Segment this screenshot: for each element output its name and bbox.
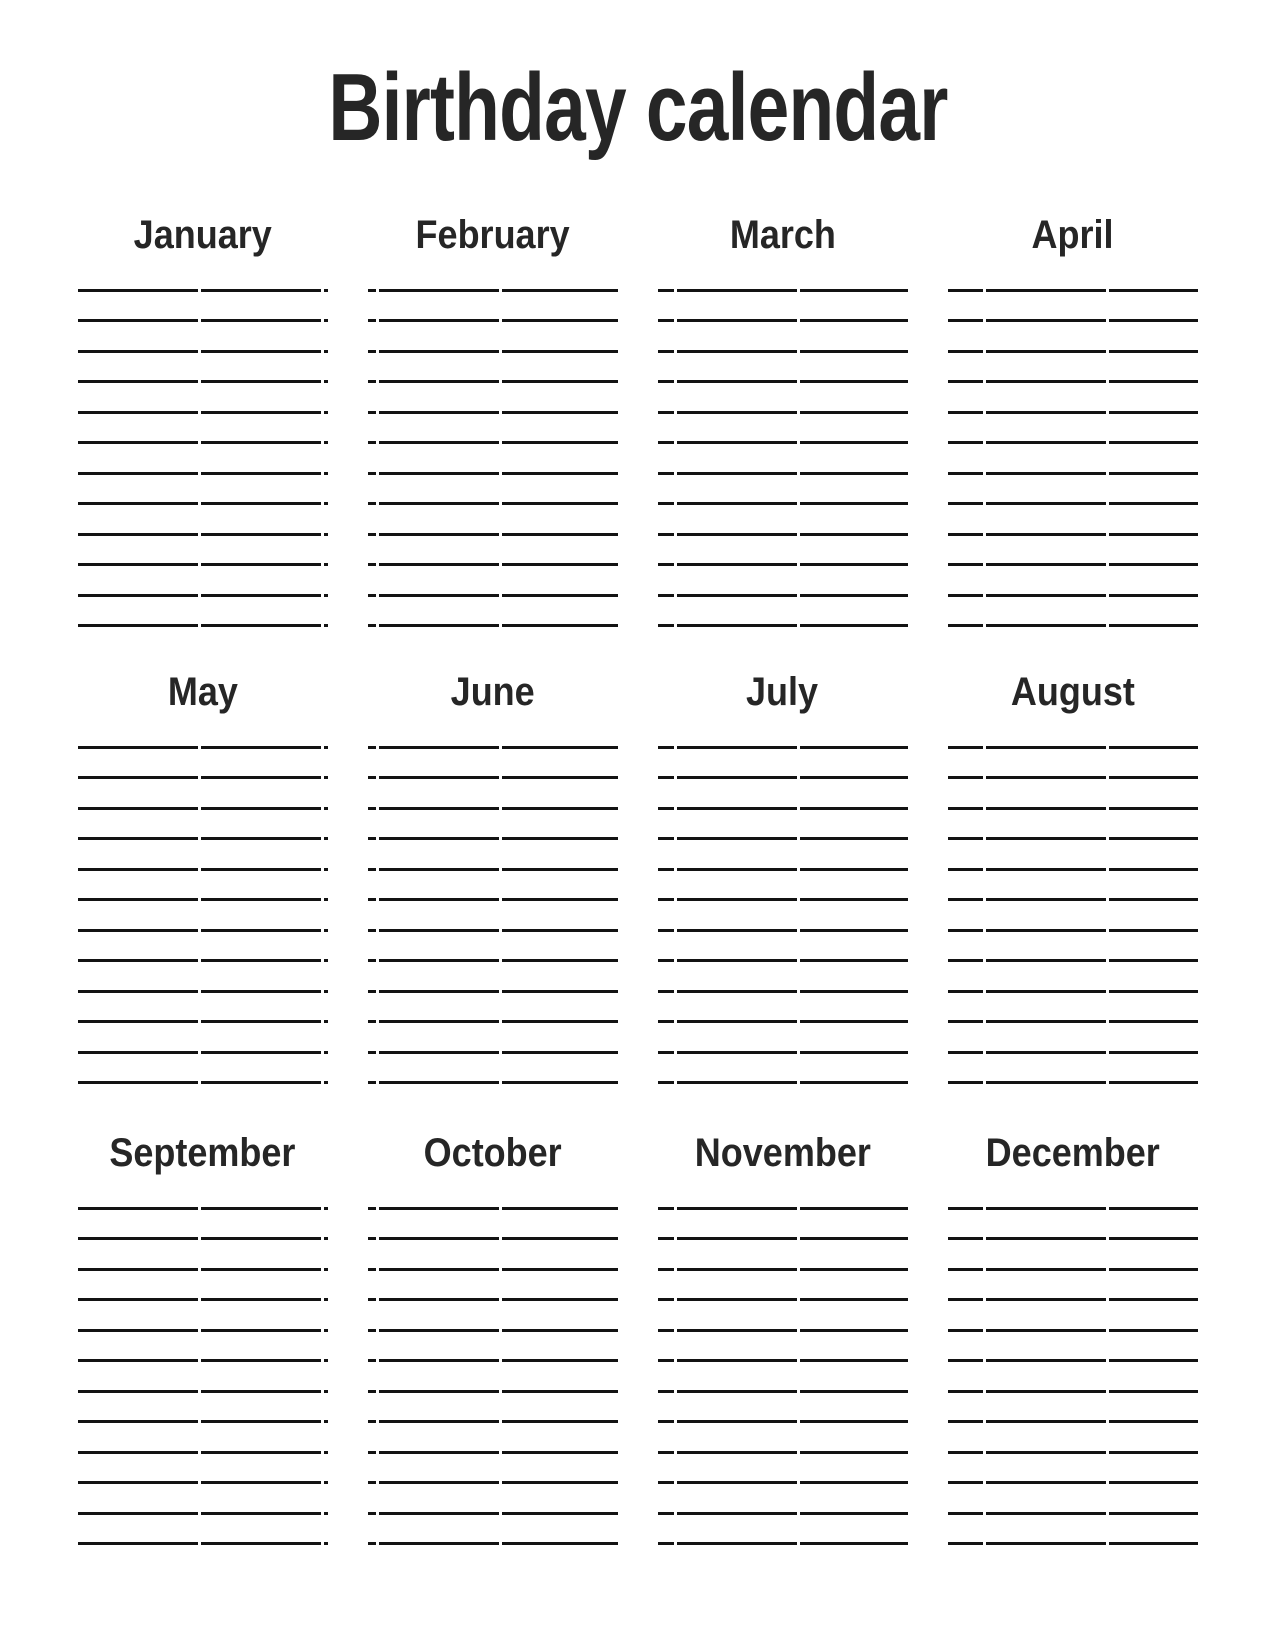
entry-line	[658, 779, 908, 810]
entry-line	[368, 840, 618, 871]
entry-line	[658, 1362, 908, 1393]
month-title	[948, 672, 1198, 712]
entry-line	[78, 292, 328, 323]
entry-line	[948, 475, 1198, 506]
month-lines	[78, 261, 328, 627]
month-block-november	[658, 1133, 908, 1545]
entry-line	[948, 901, 1198, 932]
entry-line	[948, 1054, 1198, 1085]
entry-line	[658, 810, 908, 841]
entry-line	[78, 414, 328, 445]
entry-line	[78, 597, 328, 628]
entry-line	[658, 1179, 908, 1210]
entry-line	[658, 322, 908, 353]
entry-line	[658, 353, 908, 384]
entry-line	[368, 261, 618, 292]
entry-line	[368, 1179, 618, 1210]
entry-line	[948, 261, 1198, 292]
entry-line	[948, 1301, 1198, 1332]
entry-line	[658, 505, 908, 536]
entry-line	[658, 1054, 908, 1085]
month-title-text: June	[450, 670, 535, 714]
entry-line	[368, 1332, 618, 1363]
entry-line	[658, 871, 908, 902]
entry-line	[368, 901, 618, 932]
month-title-text: August	[1010, 670, 1135, 714]
entry-line	[368, 414, 618, 445]
entry-line	[368, 1271, 618, 1302]
month-lines	[368, 718, 618, 1084]
entry-line	[948, 353, 1198, 384]
entry-line	[658, 414, 908, 445]
month-title	[368, 672, 618, 712]
entry-line	[78, 1054, 328, 1085]
month-block-july	[658, 672, 908, 1084]
entry-line	[368, 353, 618, 384]
entry-line	[368, 1515, 618, 1546]
entry-line	[78, 536, 328, 567]
month-lines	[948, 1179, 1198, 1545]
entry-line	[368, 1423, 618, 1454]
entry-line	[948, 749, 1198, 780]
entry-line	[948, 566, 1198, 597]
entry-line	[78, 383, 328, 414]
month-title-text: April	[1031, 213, 1114, 257]
entry-line	[78, 353, 328, 384]
entry-line	[78, 993, 328, 1024]
month-block-april	[948, 215, 1198, 627]
month-title	[658, 672, 908, 712]
entry-line	[948, 779, 1198, 810]
entry-line	[948, 962, 1198, 993]
entry-line	[658, 1484, 908, 1515]
month-title-text: February	[415, 213, 570, 257]
month-title	[78, 215, 328, 255]
month-block-may	[78, 672, 328, 1084]
entry-line	[948, 597, 1198, 628]
entry-line	[658, 475, 908, 506]
month-block-december	[948, 1133, 1198, 1545]
entry-line	[658, 444, 908, 475]
entry-line	[368, 597, 618, 628]
entry-line	[658, 597, 908, 628]
month-lines	[78, 718, 328, 1084]
entry-line	[948, 1484, 1198, 1515]
entry-line	[658, 1271, 908, 1302]
entry-line	[368, 566, 618, 597]
entry-line	[78, 749, 328, 780]
entry-line	[658, 993, 908, 1024]
entry-line	[658, 1301, 908, 1332]
entry-line	[368, 1362, 618, 1393]
entry-line	[368, 1393, 618, 1424]
entry-line	[658, 536, 908, 567]
entry-line	[78, 1484, 328, 1515]
entry-line	[78, 871, 328, 902]
entry-line	[368, 1240, 618, 1271]
month-lines	[658, 261, 908, 627]
month-lines	[78, 1179, 328, 1545]
entry-line	[78, 779, 328, 810]
entry-line	[948, 1240, 1198, 1271]
entry-line	[948, 1515, 1198, 1546]
entry-line	[78, 1240, 328, 1271]
entry-line	[658, 566, 908, 597]
entry-line	[78, 1179, 328, 1210]
month-lines	[948, 261, 1198, 627]
entry-line	[948, 840, 1198, 871]
entry-line	[948, 993, 1198, 1024]
month-title	[78, 1133, 328, 1173]
entry-line	[948, 322, 1198, 353]
entry-line	[368, 1301, 618, 1332]
entry-line	[78, 1210, 328, 1241]
entry-line	[948, 1423, 1198, 1454]
month-title-text: March	[729, 213, 836, 257]
entry-line	[658, 1332, 908, 1363]
entry-line	[78, 1515, 328, 1546]
entry-line	[78, 1362, 328, 1393]
entry-line	[78, 901, 328, 932]
entry-line	[78, 475, 328, 506]
entry-line	[658, 1515, 908, 1546]
entry-line	[78, 1332, 328, 1363]
month-title	[78, 672, 328, 712]
month-title-text: January	[133, 213, 272, 257]
entry-line	[948, 505, 1198, 536]
entry-line	[368, 1023, 618, 1054]
entry-line	[658, 1240, 908, 1271]
entry-line	[78, 1023, 328, 1054]
month-title	[368, 1133, 618, 1173]
entry-line	[658, 261, 908, 292]
months-grid	[0, 215, 1275, 1545]
entry-line	[368, 993, 618, 1024]
month-title-text: July	[746, 670, 819, 714]
entry-line	[948, 1393, 1198, 1424]
entry-line	[78, 1454, 328, 1485]
entry-line	[368, 810, 618, 841]
entry-line	[658, 840, 908, 871]
entry-line	[948, 1023, 1198, 1054]
entry-line	[658, 718, 908, 749]
entry-line	[658, 901, 908, 932]
month-title-text: October	[423, 1131, 562, 1175]
entry-line	[368, 444, 618, 475]
entry-line	[368, 871, 618, 902]
entry-line	[368, 383, 618, 414]
entry-line	[368, 1454, 618, 1485]
month-title-text: September	[109, 1131, 296, 1175]
entry-line	[368, 962, 618, 993]
month-lines	[658, 718, 908, 1084]
entry-line	[78, 566, 328, 597]
page-title-text: Birthday calendar	[327, 54, 948, 161]
entry-line	[78, 932, 328, 963]
entry-line	[368, 1210, 618, 1241]
entry-line	[658, 383, 908, 414]
entry-line	[78, 718, 328, 749]
entry-line	[78, 1423, 328, 1454]
entry-line	[948, 1454, 1198, 1485]
entry-line	[78, 261, 328, 292]
entry-line	[78, 505, 328, 536]
month-lines	[368, 261, 618, 627]
entry-line	[78, 1271, 328, 1302]
month-block-february	[368, 215, 618, 627]
entry-line	[658, 749, 908, 780]
month-lines	[368, 1179, 618, 1545]
month-block-august	[948, 672, 1198, 1084]
entry-line	[948, 1179, 1198, 1210]
entry-line	[368, 505, 618, 536]
month-title-text: December	[985, 1131, 1160, 1175]
entry-line	[948, 718, 1198, 749]
entry-line	[948, 1362, 1198, 1393]
entry-line	[658, 1210, 908, 1241]
entry-line	[658, 292, 908, 323]
month-block-october	[368, 1133, 618, 1545]
month-title-text: May	[167, 670, 238, 714]
entry-line	[368, 779, 618, 810]
entry-line	[368, 718, 618, 749]
entry-line	[948, 383, 1198, 414]
entry-line	[948, 536, 1198, 567]
month-block-june	[368, 672, 618, 1084]
entry-line	[948, 1271, 1198, 1302]
entry-line	[78, 810, 328, 841]
entry-line	[78, 1301, 328, 1332]
month-title	[368, 215, 618, 255]
entry-line	[658, 1454, 908, 1485]
entry-line	[948, 871, 1198, 902]
month-block-march	[658, 215, 908, 627]
entry-line	[78, 322, 328, 353]
entry-line	[948, 292, 1198, 323]
month-block-january	[78, 215, 328, 627]
entry-line	[368, 932, 618, 963]
entry-line	[368, 322, 618, 353]
entry-line	[368, 749, 618, 780]
entry-line	[948, 414, 1198, 445]
entry-line	[78, 962, 328, 993]
month-title	[948, 1133, 1198, 1173]
month-title-text: November	[694, 1131, 871, 1175]
month-title	[658, 215, 908, 255]
month-title	[948, 215, 1198, 255]
month-block-september	[78, 1133, 328, 1545]
entry-line	[368, 1484, 618, 1515]
entry-line	[78, 1393, 328, 1424]
entry-line	[658, 1023, 908, 1054]
entry-line	[658, 962, 908, 993]
entry-line	[368, 1054, 618, 1085]
entry-line	[368, 536, 618, 567]
entry-line	[368, 292, 618, 323]
entry-line	[78, 444, 328, 475]
entry-line	[658, 1423, 908, 1454]
month-lines	[948, 718, 1198, 1084]
entry-line	[658, 1393, 908, 1424]
entry-line	[948, 1332, 1198, 1363]
entry-line	[948, 444, 1198, 475]
entry-line	[948, 810, 1198, 841]
entry-line	[658, 932, 908, 963]
entry-line	[948, 932, 1198, 963]
month-title	[658, 1133, 908, 1173]
entry-line	[368, 475, 618, 506]
page-title	[0, 54, 1275, 161]
entry-line	[948, 1210, 1198, 1241]
entry-line	[78, 840, 328, 871]
month-lines	[658, 1179, 908, 1545]
